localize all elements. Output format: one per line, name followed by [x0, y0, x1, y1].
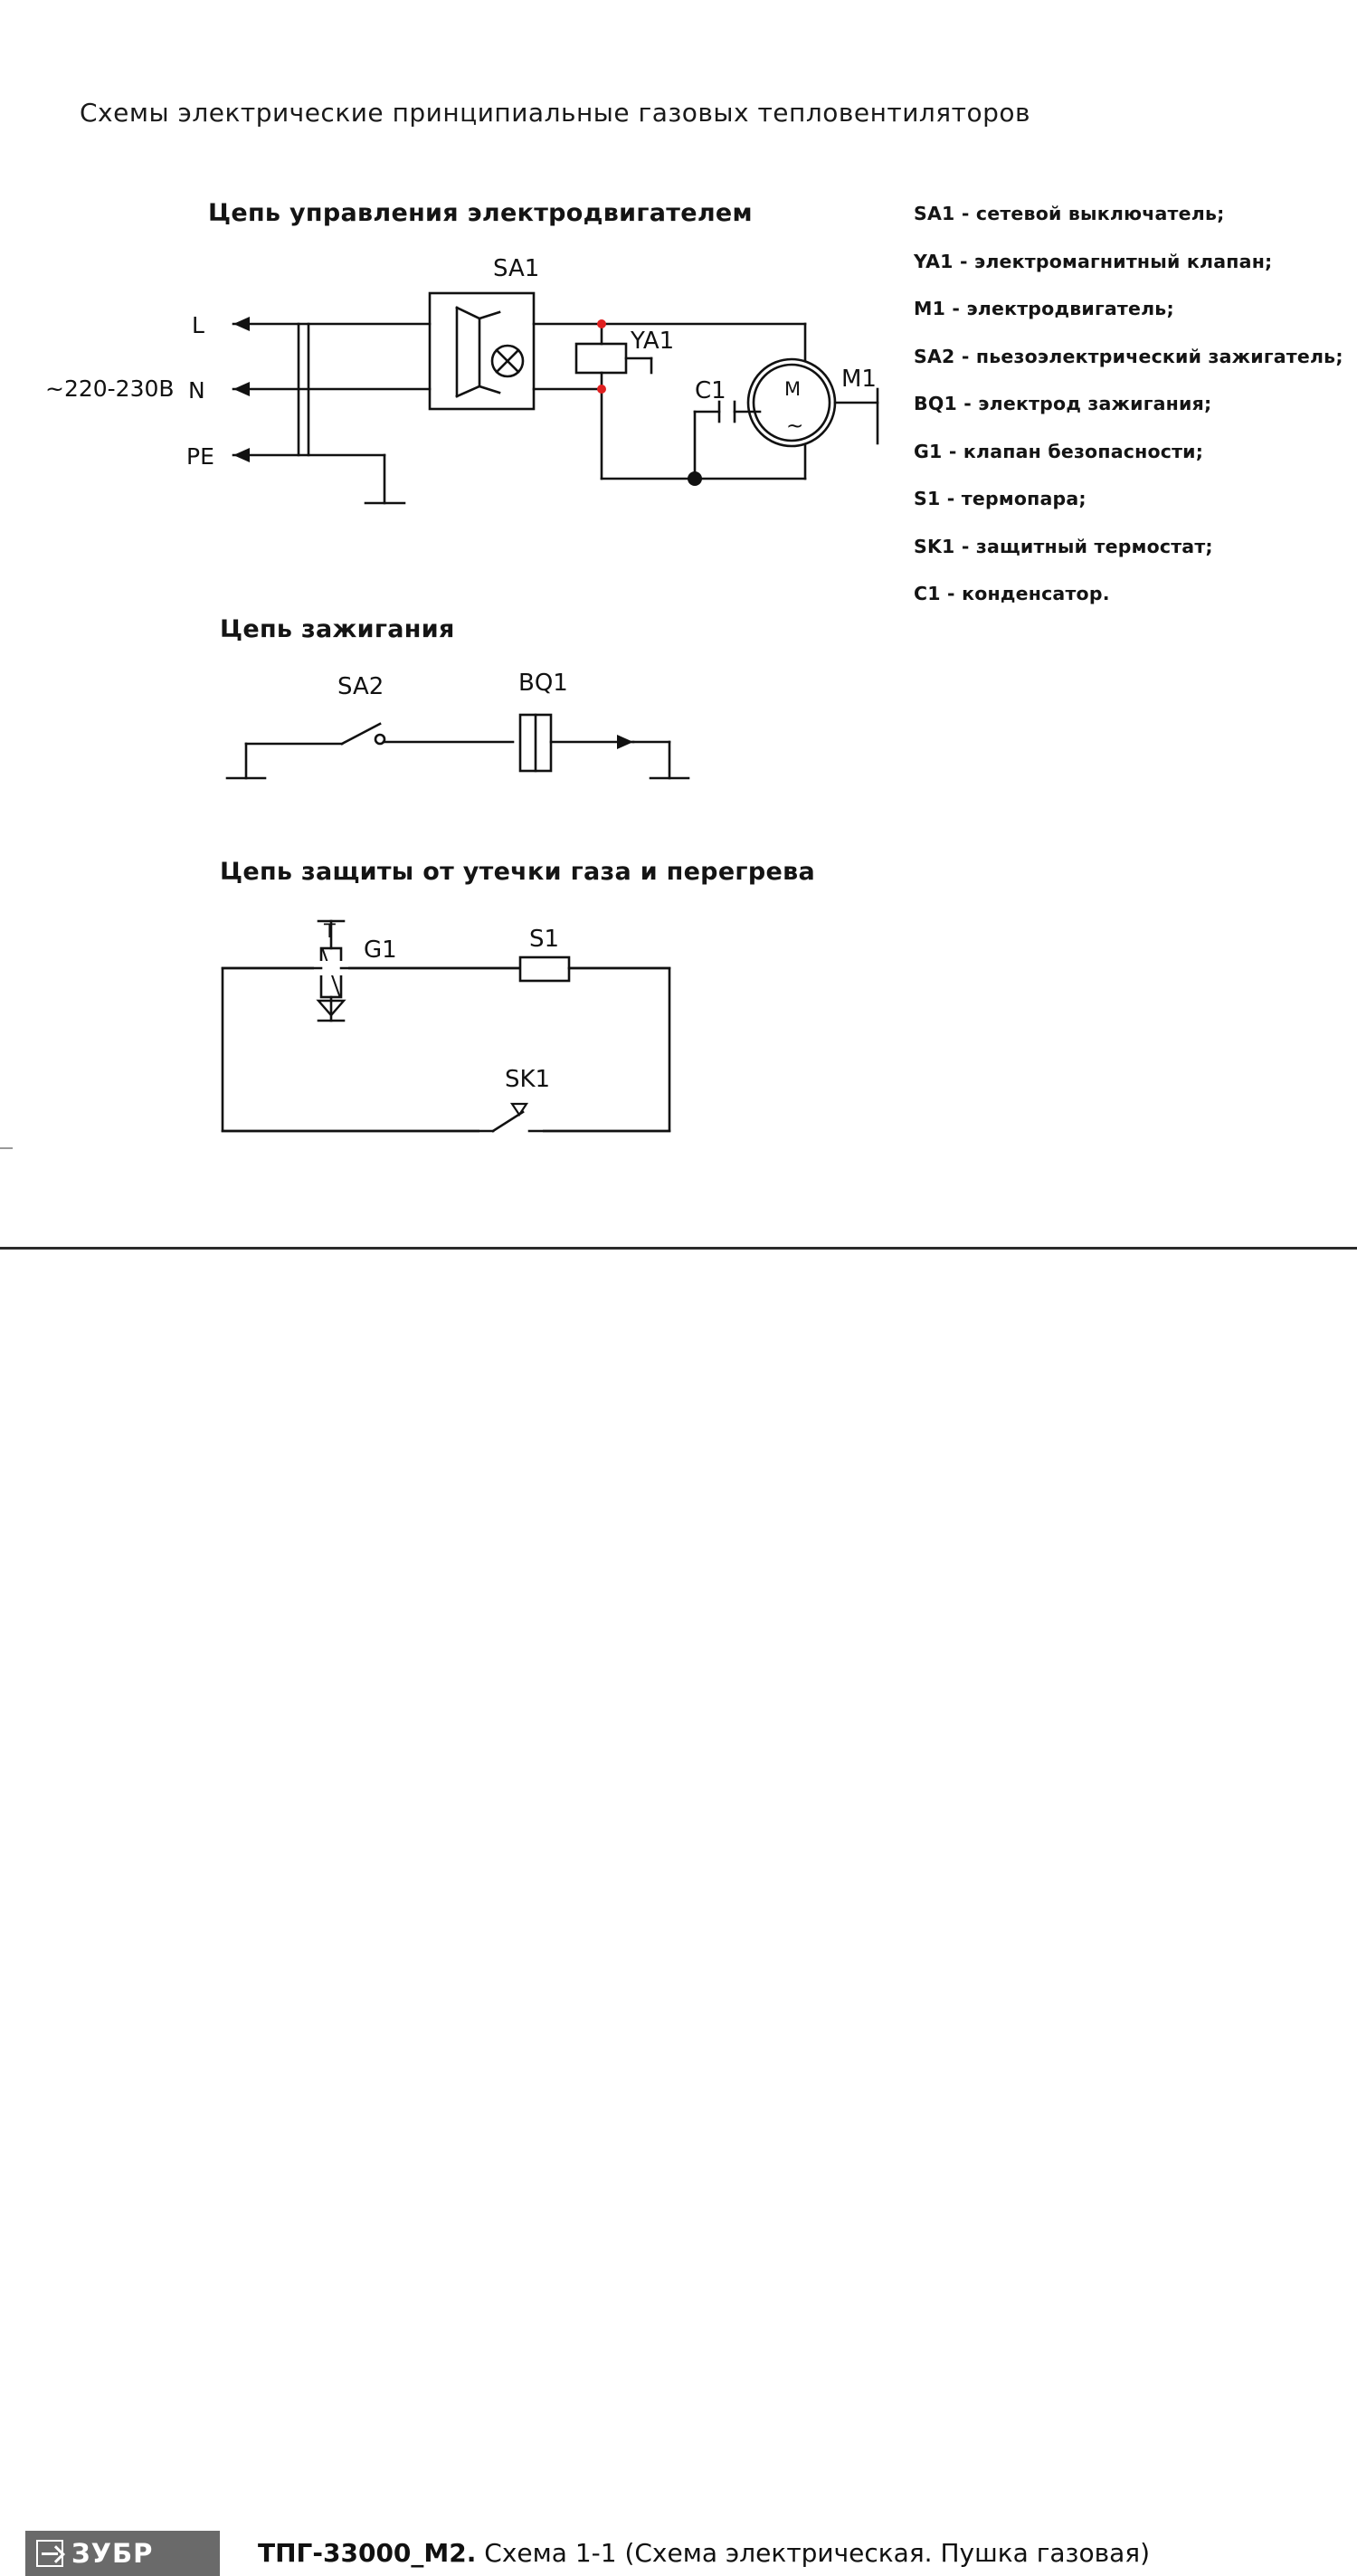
component-label-s1: S1 [529, 926, 560, 953]
component-label-sa1: SA1 [493, 255, 540, 282]
legend-item-bq1: BQ1 - электрод зажигания; [914, 393, 1212, 414]
legend-item-sa1: SA1 - сетевой выключатель; [914, 203, 1225, 224]
brand-name: ЗУБР [71, 2538, 154, 2569]
legend-item-m1: M1 - электродвигатель; [914, 298, 1174, 319]
footer-description: Схема 1-1 (Схема электрическая. Пушка газовая) [484, 2538, 1151, 2568]
legend-item-sk1: SK1 - защитный термостат; [914, 535, 1213, 557]
supply-voltage-label: ~220-230В [45, 375, 175, 402]
terminal-label-l: L [192, 312, 204, 338]
footer-model: ТПГ-33000_М2. [258, 2538, 477, 2568]
page-title: Схемы электрические принципиальные газовых тепловентиляторов [80, 98, 1030, 128]
brand-logo [25, 2531, 220, 2576]
arrow-in-square-icon [36, 2540, 63, 2567]
component-label-m1: M1 [841, 366, 877, 393]
footer-bar [0, 1250, 1357, 2569]
component-label-sk1: SK1 [505, 1066, 551, 1093]
legend-list [914, 203, 1343, 631]
motor-symbol-m: M [784, 378, 802, 400]
component-label-g1: G1 [364, 936, 397, 964]
valve-marker-t: T [324, 920, 336, 942]
terminal-label-pe: PE [186, 443, 214, 470]
section-title-motor-circuit: Цепь управления электродвигателем [208, 199, 753, 227]
legend-item-s1: S1 - термопара; [914, 488, 1087, 509]
legend-item-c1: C1 - конденсатор. [914, 583, 1110, 604]
terminal-label-n: N [188, 377, 205, 404]
legend-item-g1: G1 - клапан безопасности; [914, 440, 1204, 462]
component-label-c1: C1 [695, 377, 726, 404]
component-label-bq1: BQ1 [518, 670, 568, 697]
page-edge-tick [0, 1147, 13, 1149]
section-title-ignition-circuit: Цепь зажигания [220, 615, 455, 643]
component-label-ya1: YA1 [631, 328, 675, 355]
legend-item-sa2: SA2 - пьезоэлектрический зажигатель; [914, 345, 1343, 367]
component-label-sa2: SA2 [337, 673, 384, 700]
motor-symbol-ac: ~ [786, 414, 804, 438]
footer-caption [258, 2538, 1150, 2568]
legend-item-ya1: YA1 - электромагнитный клапан; [914, 250, 1273, 272]
section-title-protection-circuit: Цепь защиты от утечки газа и перегрева [220, 858, 815, 886]
